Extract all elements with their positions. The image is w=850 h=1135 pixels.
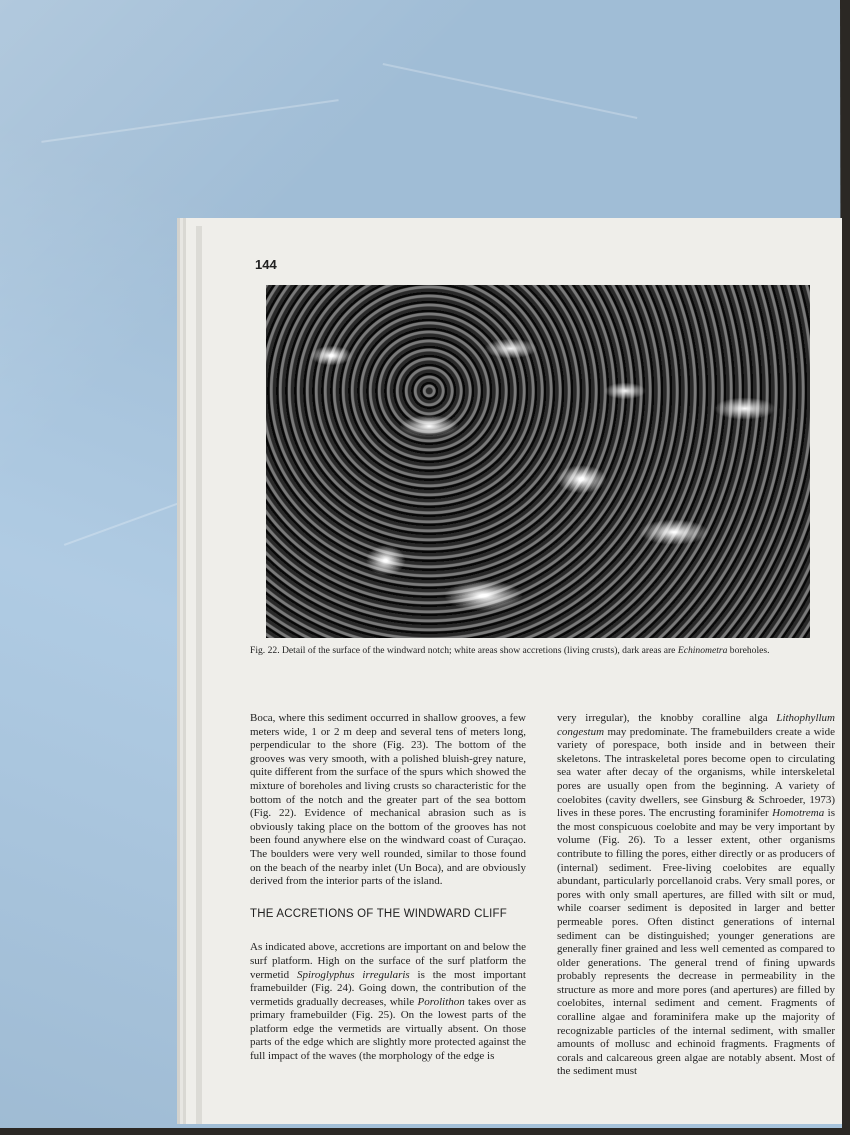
left-text-column <box>250 712 526 1064</box>
figure-photo <box>266 285 810 638</box>
genus-name: Homotrema <box>772 807 825 820</box>
text-run: may predominate. The framebuilders create a wide variety of porespace, both inside and in between their skeletons. The intraskeletal pores become open to circulating sea water after decay of the organisms, while interskeletal pores are usually open from the beginning. A variety of coelobites (cavity dwellers, see Ginsburg & Schroeder, 1973) lives in these pores. The encrusting foraminifer <box>557 725 835 820</box>
species-name: Spiroglyphus irregularis <box>296 968 410 981</box>
paragraph <box>557 712 835 1079</box>
folder-crease <box>383 63 638 119</box>
species-name: Lithophyllum congestum <box>557 712 835 738</box>
text-run: is the most important framebuilder (Fig. 24). Going down, the contribution of the vermetids gradually decreases, while <box>250 968 526 1008</box>
text-run: As indicated above, accretions are important on and below the surf platform. High on the surface of the surf platform the vermetid <box>250 941 526 981</box>
paragraph <box>250 941 526 1063</box>
caption-italic: Echinometra <box>677 645 728 656</box>
text-run: takes over as primary framebuilder (Fig. 25). On the lowest parts of the platform edge the vermetids are virtually absent. On those parts of the edge which are slightly more protected against the full impact of the waves (the morphology of the edge is <box>250 995 526 1063</box>
genus-name: Porolithon <box>417 995 465 1008</box>
right-text-column <box>557 712 835 1079</box>
paragraph: Boca, where this sediment occurred in shallow grooves, a few meters wide, 1 or 2 m deep and several tens of meters long, perpendicular to the shore (Fig. 23). The bottom of the grooves was very smooth, with a polished bluish-grey nature, quite different from the surface of the spurs which showed the mixture of boreholes and living crusts so characteristic for the bottom of the notch and the greater part of the sea bottom (Fig. 22). Evidence of mechanical abrasion such as is obviously taking place on the bottom of the grooves has not been found anywhere else on the windward coast of Curaçao. The boulders were very well rounded, similar to those found on the beach of the nearby inlet (Un Boca), and are obviously derived from the interior parts of the island. <box>250 712 526 888</box>
text-run: is the most conspicuous coelobite and may be very important by volume (Fig. 26). To a lesser extent, other organisms contribute to filling the pores, either directly or as producers of (internal) sediment. Free-living coelobites are equally abundant, particularly porcellanoid crabs. Very small pores, or pores with only small apertures, are filled with silt or mud, while coarser sediment is deposited in larger and better permeable pores. Often distinct generations of internal sediment can be distinguished; younger generations are generally finer grained and less well cemented as compared to older generations. The general trend of fining upwards probably represents the decrease in permeability in the structure as more and more pores (and apertures) are filled by coelobites, internal sediment and cement. Fragments of coralline algae and foraminifera make up the majority of recognizable particles of the internal sediment, with smaller amounts of mollusc and echinoid fragments. Fragments of corals and calcareous green algae are notably absent. Most of the sediment must <box>557 807 835 1078</box>
section-heading: THE ACCRETIONS OF THE WINDWARD CLIFF <box>250 907 508 920</box>
text-run: very irregular), the knobby coralline alga <box>557 712 777 724</box>
page-stack-edge <box>196 226 202 1124</box>
figure-caption <box>250 645 830 656</box>
folder-crease <box>41 99 338 143</box>
caption-text: Fig. 22. Detail of the surface of the windward notch; white areas show accretions (living crusts), dark areas are <box>250 645 678 656</box>
page-number: 144 <box>255 257 277 272</box>
caption-text-end: boreholes. <box>727 645 770 656</box>
folder-crease <box>64 496 196 546</box>
